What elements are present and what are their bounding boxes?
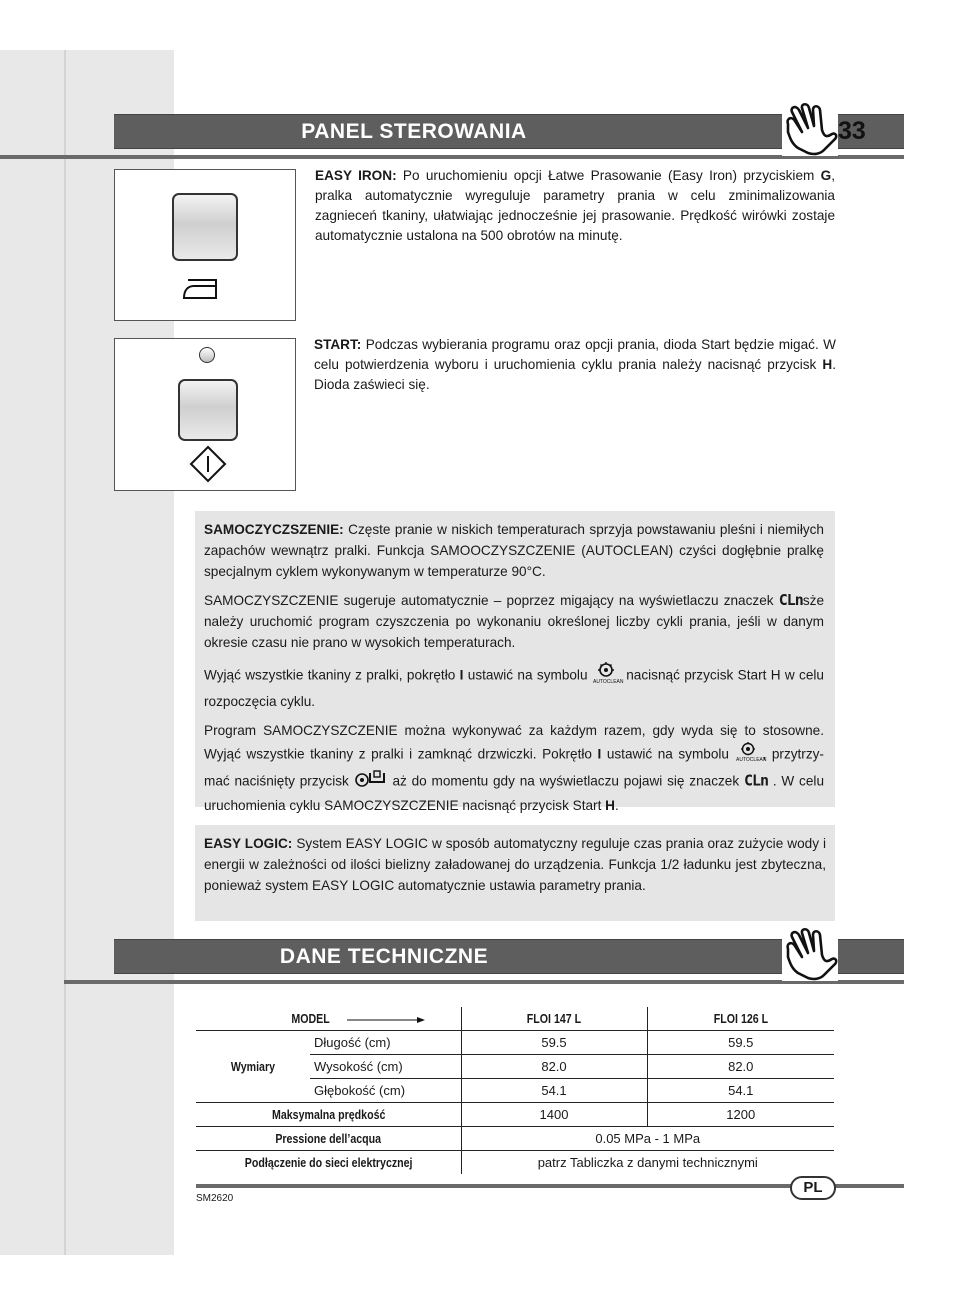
hand-icon bbox=[782, 929, 838, 981]
table-cell: 54.1 bbox=[461, 1079, 647, 1103]
autoclean-icon bbox=[592, 661, 622, 691]
display-code: CLn bbox=[778, 591, 803, 609]
hand-icon bbox=[782, 104, 838, 156]
speed-label: Maksymalna prędkość bbox=[271, 1108, 385, 1122]
easy-iron-text: EASY IRON: Po uruchomieniu opcji Łatwe Prasowanie (Easy Iron) przyciskiem G, pralka automatycznie wyreguluje parametry prania w celu zminimalizowania zagnieceń tkaniny, ułatwiając jednocześnie jej prasowanie. Prędkość wirówki zostaje automatycznie ustalona na 500 obrotów na minutę. bbox=[315, 168, 836, 243]
easy-iron-label: EASY IRON: bbox=[315, 168, 397, 183]
start-panel bbox=[114, 338, 296, 491]
autoclean-paragraph-3: Wyjąć wszystkie tkaniny z pralki, pokrętło I ustawić na symbolu AUTOCLEAN nacisnąć przycisk Start H w celu rozpoczęcia cyklu. bbox=[204, 661, 824, 712]
autoclean-paragraph-2: SAMOCZYSZCZENIE sugeruje automatycznie – poprzez migający na wyświetlaczu znaczek CLnsże należy uruchomić program czyszczenia po wykonaniu określonej liczby cykli prania, jeśli w danym okresie czasu nie prano w wysokich temperaturach. bbox=[204, 591, 824, 650]
display-code: CLn bbox=[743, 771, 769, 790]
pressure-value: 0.05 MPa - 1 MPa bbox=[595, 1131, 701, 1146]
spec-table-wrapper bbox=[196, 1007, 834, 1174]
table-cell: 1200 bbox=[726, 1107, 756, 1122]
start-button[interactable] bbox=[178, 379, 238, 441]
easy-iron-panel bbox=[114, 169, 296, 321]
table-row bbox=[196, 1031, 834, 1055]
table-cell: 59.5 bbox=[461, 1031, 647, 1055]
arrow-right-icon bbox=[347, 1015, 427, 1025]
easy-logic-text: EASY LOGIC: System EASY LOGIC w sposób automatyczny reguluje czas prania oraz zużycie wody i energii w zależności od ilości bielizny załadowanej do urządzenia. Funkcja 1/2 ładunku jest zbyteczna, ponieważ system EASY LOGIC automatycznie ustawia parametry prania. bbox=[204, 836, 826, 893]
table-cell: 1400 bbox=[461, 1103, 647, 1127]
section-title-panel: PANEL STEROWANIA bbox=[301, 120, 527, 143]
page-number: 33 bbox=[838, 117, 866, 145]
autoclean-paragraph-4: Program SAMOCZYSZCZENIE można wykonywać za każdym razem, gdy wyda się to stosowne. Wyjąć wszystkie tkaniny z pralki i zamknąć drzwiczki. Pokrętło I ustawić na symbolu AUTOCLEAN , przytrzy-mać naciśnięty przycisk aż do momentu gdy na wyświetlaczu pojawi się znaczek CLn . W celu uruchomienia cyklu SAMOCZYSZCZENIE nacisnąć przycisk Start H. bbox=[204, 723, 824, 813]
table-header-row bbox=[196, 1007, 834, 1031]
autoclean-icon-caption: AUTOCLEAN bbox=[735, 757, 767, 763]
start-text: START: Podczas wybierania programu oraz opcji prania, dioda Start będzie migać. W celu potwierdzenia wyboru i uruchomienia cyklu prania należy nacisnąć przycisk H. Dioda zaświeci się. bbox=[314, 337, 836, 392]
easy-logic-box bbox=[195, 825, 835, 921]
start-diamond-icon bbox=[189, 445, 227, 488]
language-badge: PL bbox=[790, 1176, 836, 1200]
power-value: patrz Tabliczka z danymi technicznymi bbox=[537, 1155, 758, 1170]
spin-lock-icon bbox=[354, 769, 388, 795]
autoclean-icon bbox=[735, 741, 767, 769]
dim-label: Długość (cm) bbox=[310, 1031, 461, 1055]
power-label: Podłączenie do sieci elektrycznej bbox=[244, 1156, 413, 1170]
model-label: MODEL bbox=[291, 1012, 330, 1026]
dimensions-label: Wymiary bbox=[230, 1060, 276, 1074]
document-code: SM2620 bbox=[196, 1193, 234, 1204]
iron-icon bbox=[182, 274, 226, 307]
autoclean-box bbox=[195, 511, 835, 813]
table-cell: 82.0 bbox=[728, 1059, 754, 1074]
pressure-label: Pressione dell’acqua bbox=[275, 1132, 382, 1146]
model-2: FLOI 126 L bbox=[713, 1012, 768, 1026]
autoclean-text bbox=[204, 519, 824, 824]
spec-table bbox=[196, 1007, 834, 1174]
table-cell: 82.0 bbox=[461, 1055, 647, 1079]
autoclean-paragraph-1: SAMOCZYCZSZENIE: Częste pranie w niskich temperaturach sprzyja powstawaniu pleśni i niemiłych zapachów wewnątrz pralki. Funkcja SAMOOCZYSZCZENIE (AUTOCLEAN) czyści dogłębnie pralkę specjalnym cyklem wykonywanym w temperaturze 90°C. bbox=[204, 522, 824, 579]
autoclean-icon-caption: AUTOCLEAN bbox=[592, 679, 624, 685]
easy-logic-label: EASY LOGIC: bbox=[204, 836, 293, 851]
easy-iron-button[interactable] bbox=[172, 193, 238, 261]
section-rule bbox=[64, 980, 904, 984]
table-row bbox=[196, 1127, 834, 1151]
margin-divider bbox=[64, 50, 66, 1255]
section-title-tech: DANE TECHNICZNE bbox=[279, 945, 489, 968]
table-cell: 59.5 bbox=[728, 1035, 754, 1050]
dim-label: Głębokość (cm) bbox=[310, 1079, 461, 1103]
table-cell: 54.1 bbox=[728, 1083, 754, 1098]
start-led bbox=[199, 347, 215, 363]
model-1: FLOI 147 L bbox=[526, 1012, 582, 1026]
table-row bbox=[196, 1151, 834, 1175]
section-rule bbox=[0, 155, 904, 159]
dim-label: Wysokość (cm) bbox=[310, 1055, 461, 1079]
table-row bbox=[196, 1103, 834, 1127]
start-label: START: bbox=[314, 337, 362, 352]
autoclean-label: SAMOCZYCZSZENIE: bbox=[204, 522, 344, 537]
